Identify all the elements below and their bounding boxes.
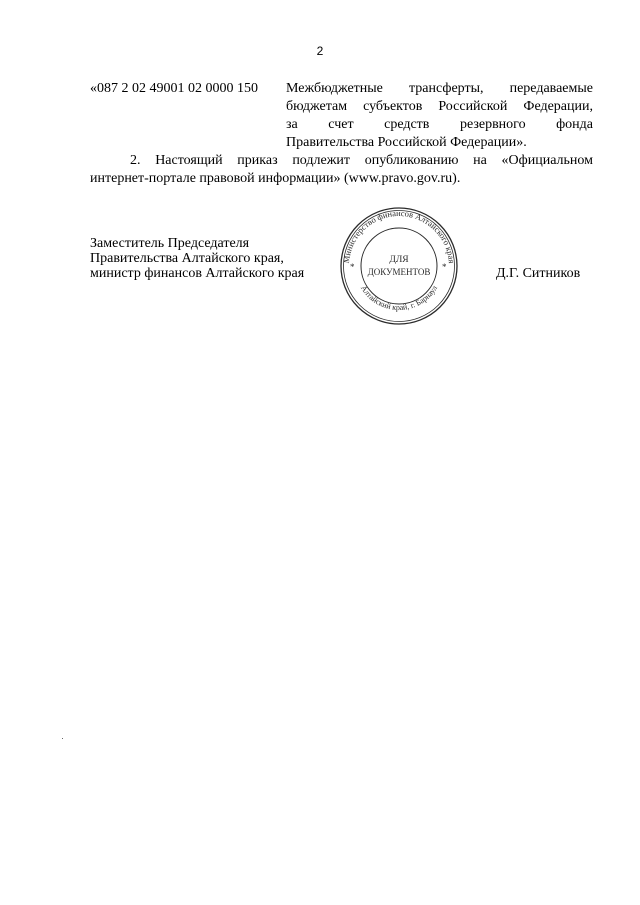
description-line: Правительства Российской Федерации». bbox=[286, 135, 527, 150]
official-stamp bbox=[336, 204, 462, 328]
signer-position bbox=[90, 236, 304, 281]
budget-classification-code: «087 2 02 49001 02 0000 150 bbox=[90, 81, 258, 96]
stamp-bottom-text: Алтайский край, г. Барнаул bbox=[358, 283, 440, 313]
scan-speck bbox=[62, 738, 63, 739]
stamp-star-left: * bbox=[350, 262, 355, 272]
description-line: бюджетам субъектов Российской Федерации, bbox=[286, 99, 593, 114]
signer-position-line: Правительства Алтайского края, bbox=[90, 251, 284, 266]
paragraph-line: 2. Настоящий приказ подлежит опубликованию на «Официальном bbox=[130, 153, 593, 168]
signer-position-line: министр финансов Алтайского края bbox=[90, 266, 305, 281]
stamp-outer-text: Министерство финансов Алтайского края bbox=[340, 207, 457, 264]
page-number: 2 bbox=[316, 44, 324, 58]
publication-paragraph bbox=[90, 152, 593, 188]
stamp-center-line2: ДОКУМЕНТОВ bbox=[367, 267, 431, 277]
paragraph-line: интернет-портале правовой информации» (www.pravo.gov.ru). bbox=[90, 171, 461, 186]
stamp-center-line1: ДЛЯ bbox=[389, 255, 409, 265]
signer-position-line: Заместитель Председателя bbox=[90, 236, 250, 251]
stamp-star-right: * bbox=[442, 262, 447, 272]
budget-code-description bbox=[286, 80, 593, 152]
description-line: за счет средств резервного фонда bbox=[286, 117, 593, 132]
description-line: Межбюджетные трансферты, передаваемые bbox=[286, 81, 593, 96]
signer-name: Д.Г. Ситников bbox=[496, 266, 581, 281]
